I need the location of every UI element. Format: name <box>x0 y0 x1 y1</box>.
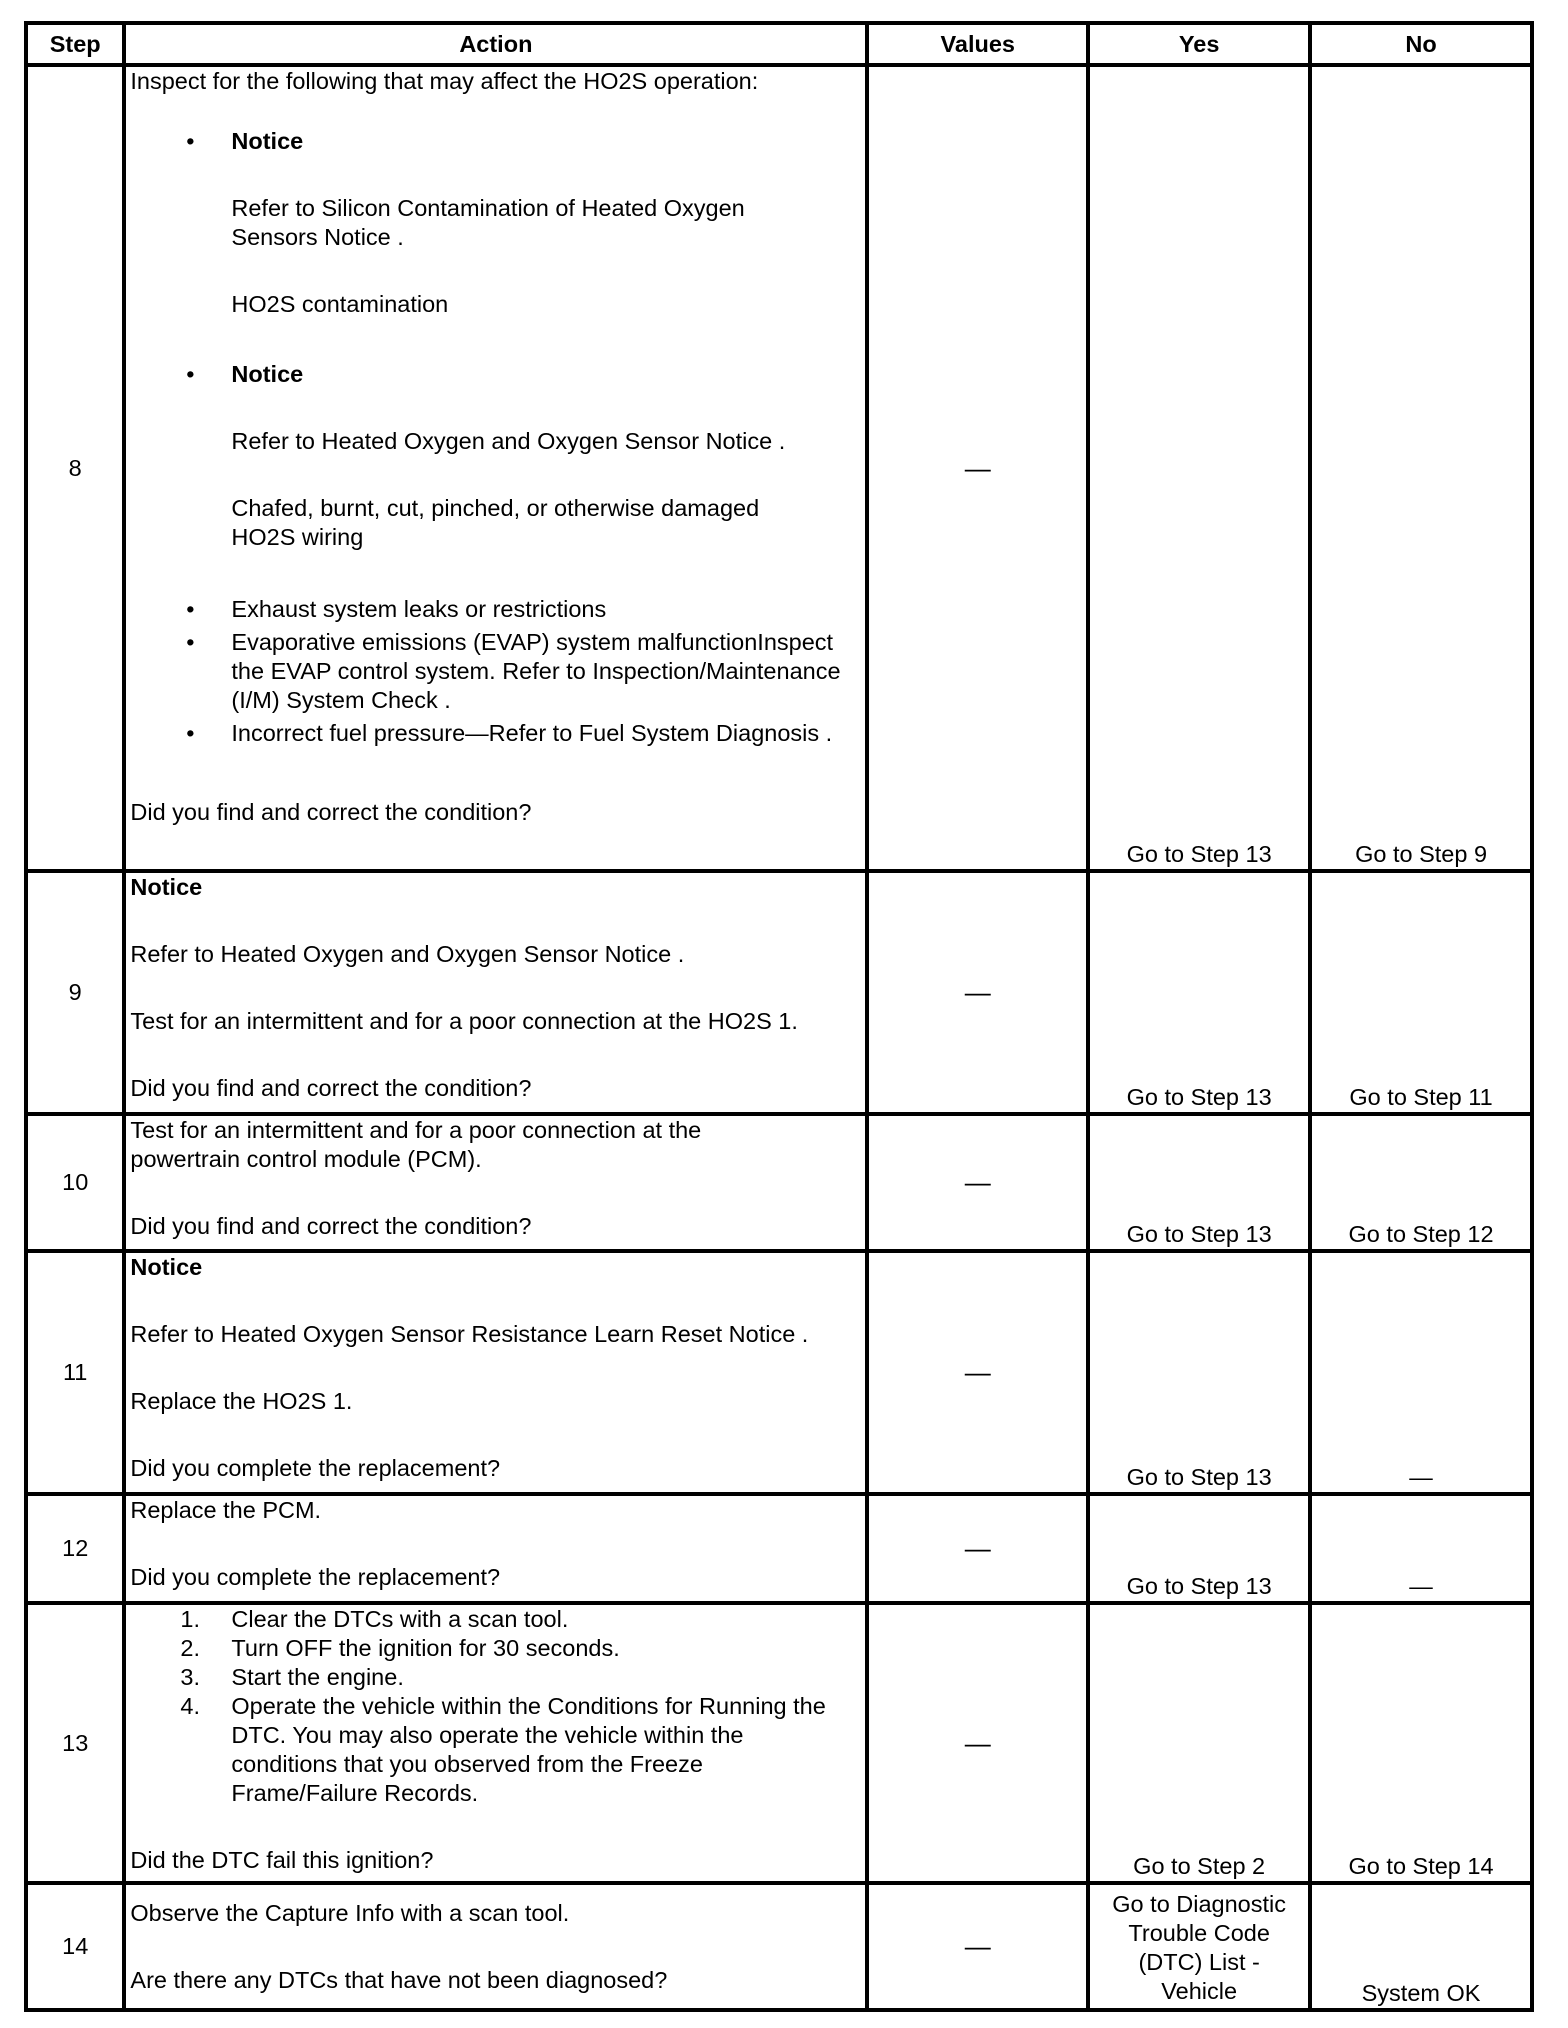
list-number: 3. <box>180 1664 200 1690</box>
table-row-step-11 <box>26 1251 1532 1494</box>
list-item-text: Exhaust system leaks or restrictions <box>231 596 607 622</box>
bullet-icon: • <box>186 128 195 154</box>
action-cell <box>124 871 867 1114</box>
list-item <box>130 628 861 715</box>
yes-cell: Go to Step 13 <box>1088 871 1310 1114</box>
values-cell: — <box>867 871 1088 1114</box>
question-text: Did the DTC fail this ignition? <box>130 1847 434 1873</box>
header-step: Step <box>26 23 124 65</box>
step-number: 9 <box>26 871 124 1114</box>
list-item-text: Start the engine. <box>231 1664 404 1690</box>
values-cell: — <box>867 1883 1088 2010</box>
notice-label: Notice <box>130 1254 203 1280</box>
notice-label: Notice <box>231 361 304 387</box>
step-number: 13 <box>26 1603 124 1883</box>
list-item <box>130 719 861 748</box>
step-number: 12 <box>26 1494 124 1603</box>
bullet-icon: • <box>186 596 195 622</box>
action-cell <box>124 1114 867 1251</box>
notice-text: Refer to Heated Oxygen and Oxygen Sensor Notice . <box>130 941 685 967</box>
notice-label: Notice <box>130 874 203 900</box>
header-yes: Yes <box>1088 23 1310 65</box>
question-text: Did you find and correct the condition? <box>130 799 532 825</box>
table-row-step-8 <box>26 65 1532 871</box>
step-number: 10 <box>26 1114 124 1251</box>
no-cell: Go to Step 11 <box>1310 871 1532 1114</box>
question-text: Did you find and correct the condition? <box>130 1075 532 1101</box>
bullet-icon: • <box>186 720 195 746</box>
no-cell: Go to Step 9 <box>1310 65 1532 871</box>
question-text: Are there any DTCs that have not been diagnosed? <box>130 1966 668 1993</box>
list-item <box>130 1663 861 1692</box>
step-number: 14 <box>26 1883 124 2010</box>
bullet-icon: • <box>186 629 195 655</box>
action-text: Test for an intermittent and for a poor connection at the HO2S 1. <box>130 1008 798 1034</box>
step-number: 11 <box>26 1251 124 1494</box>
action-cell <box>124 1883 867 2010</box>
yes-cell: Go to Step 13 <box>1088 1251 1310 1494</box>
header-action: Action <box>124 23 867 65</box>
list-item-text: Incorrect fuel pressure—Refer to Fuel System Diagnosis . <box>231 720 833 746</box>
yes-cell: Go to Step 13 <box>1088 65 1310 871</box>
notice-text: Refer to Heated Oxygen and Oxygen Sensor Notice . <box>231 428 786 454</box>
action-text: Test for an intermittent and for a poor connection at the powertrain control module (PCM). <box>130 1117 702 1172</box>
no-cell: Go to Step 14 <box>1310 1603 1532 1883</box>
notice-text: Refer to Silicon Contamination of Heated Oxygen Sensors Notice . <box>231 195 745 250</box>
action-text: Replace the HO2S 1. <box>130 1388 353 1414</box>
action-cell <box>124 1494 867 1603</box>
list-item <box>130 1692 861 1808</box>
intro-text: Inspect for the following that may affect the HO2S operation: <box>130 68 759 94</box>
notice-label: Notice <box>231 128 304 154</box>
list-item <box>130 595 861 624</box>
list-number: 1. <box>180 1606 200 1632</box>
table-row-step-9 <box>26 871 1532 1114</box>
step-number: 8 <box>26 65 124 871</box>
table-row-step-13 <box>26 1603 1532 1883</box>
no-cell: — <box>1310 1494 1532 1603</box>
action-text: Replace the PCM. <box>130 1497 322 1523</box>
notice-item: Chafed, burnt, cut, pinched, or otherwise damaged HO2S wiring <box>231 495 760 550</box>
table-row-step-14 <box>26 1883 1532 2010</box>
list-item <box>130 360 861 389</box>
yes-cell: Go to Diagnostic Trouble Code (DTC) List - Vehicle <box>1088 1883 1310 2010</box>
table-row-step-12 <box>26 1494 1532 1603</box>
list-number: 2. <box>180 1635 200 1661</box>
list-item <box>130 1605 861 1634</box>
values-cell: — <box>867 1603 1088 1883</box>
bullet-icon: • <box>186 361 195 387</box>
diagnostic-table <box>24 21 1534 2012</box>
question-text: Did you complete the replacement? <box>130 1455 501 1481</box>
question-text: Did you find and correct the condition? <box>130 1213 532 1239</box>
table-row-step-10 <box>26 1114 1532 1251</box>
action-cell <box>124 1251 867 1494</box>
question-text: Did you complete the replacement? <box>130 1564 501 1590</box>
notice-text: Refer to Heated Oxygen Sensor Resistance Learn Reset Notice . <box>130 1321 809 1347</box>
action-cell <box>124 1603 867 1883</box>
no-cell: Go to Step 12 <box>1310 1114 1532 1251</box>
list-number: 4. <box>180 1693 200 1719</box>
action-cell <box>124 65 867 871</box>
values-cell: — <box>867 1251 1088 1494</box>
values-cell: — <box>867 65 1088 871</box>
header-row <box>26 23 1532 65</box>
values-cell: — <box>867 1494 1088 1603</box>
action-text: Observe the Capture Info with a scan tool. <box>130 1899 570 1926</box>
no-cell: — <box>1310 1251 1532 1494</box>
values-cell: — <box>867 1114 1088 1251</box>
yes-cell: Go to Step 13 <box>1088 1494 1310 1603</box>
list-item-text: Turn OFF the ignition for 30 seconds. <box>231 1635 620 1661</box>
header-no: No <box>1310 23 1532 65</box>
list-item <box>130 1634 861 1663</box>
list-item-text: Evaporative emissions (EVAP) system malfunctionInspect the EVAP control system. Refer to Inspection/Maintenance (I/M) System Check . <box>231 629 841 713</box>
notice-item: HO2S contamination <box>231 291 449 317</box>
list-item <box>130 127 861 156</box>
list-item-text: Operate the vehicle within the Conditions for Running the DTC. You may also operate the vehicle within the conditions that you observed from the Freeze Frame/Failure Records. <box>231 1693 826 1806</box>
yes-cell: Go to Step 13 <box>1088 1114 1310 1251</box>
yes-cell: Go to Step 2 <box>1088 1603 1310 1883</box>
list-item-text: Clear the DTCs with a scan tool. <box>231 1606 569 1632</box>
header-values: Values <box>867 23 1088 65</box>
no-cell: System OK <box>1310 1883 1532 2010</box>
